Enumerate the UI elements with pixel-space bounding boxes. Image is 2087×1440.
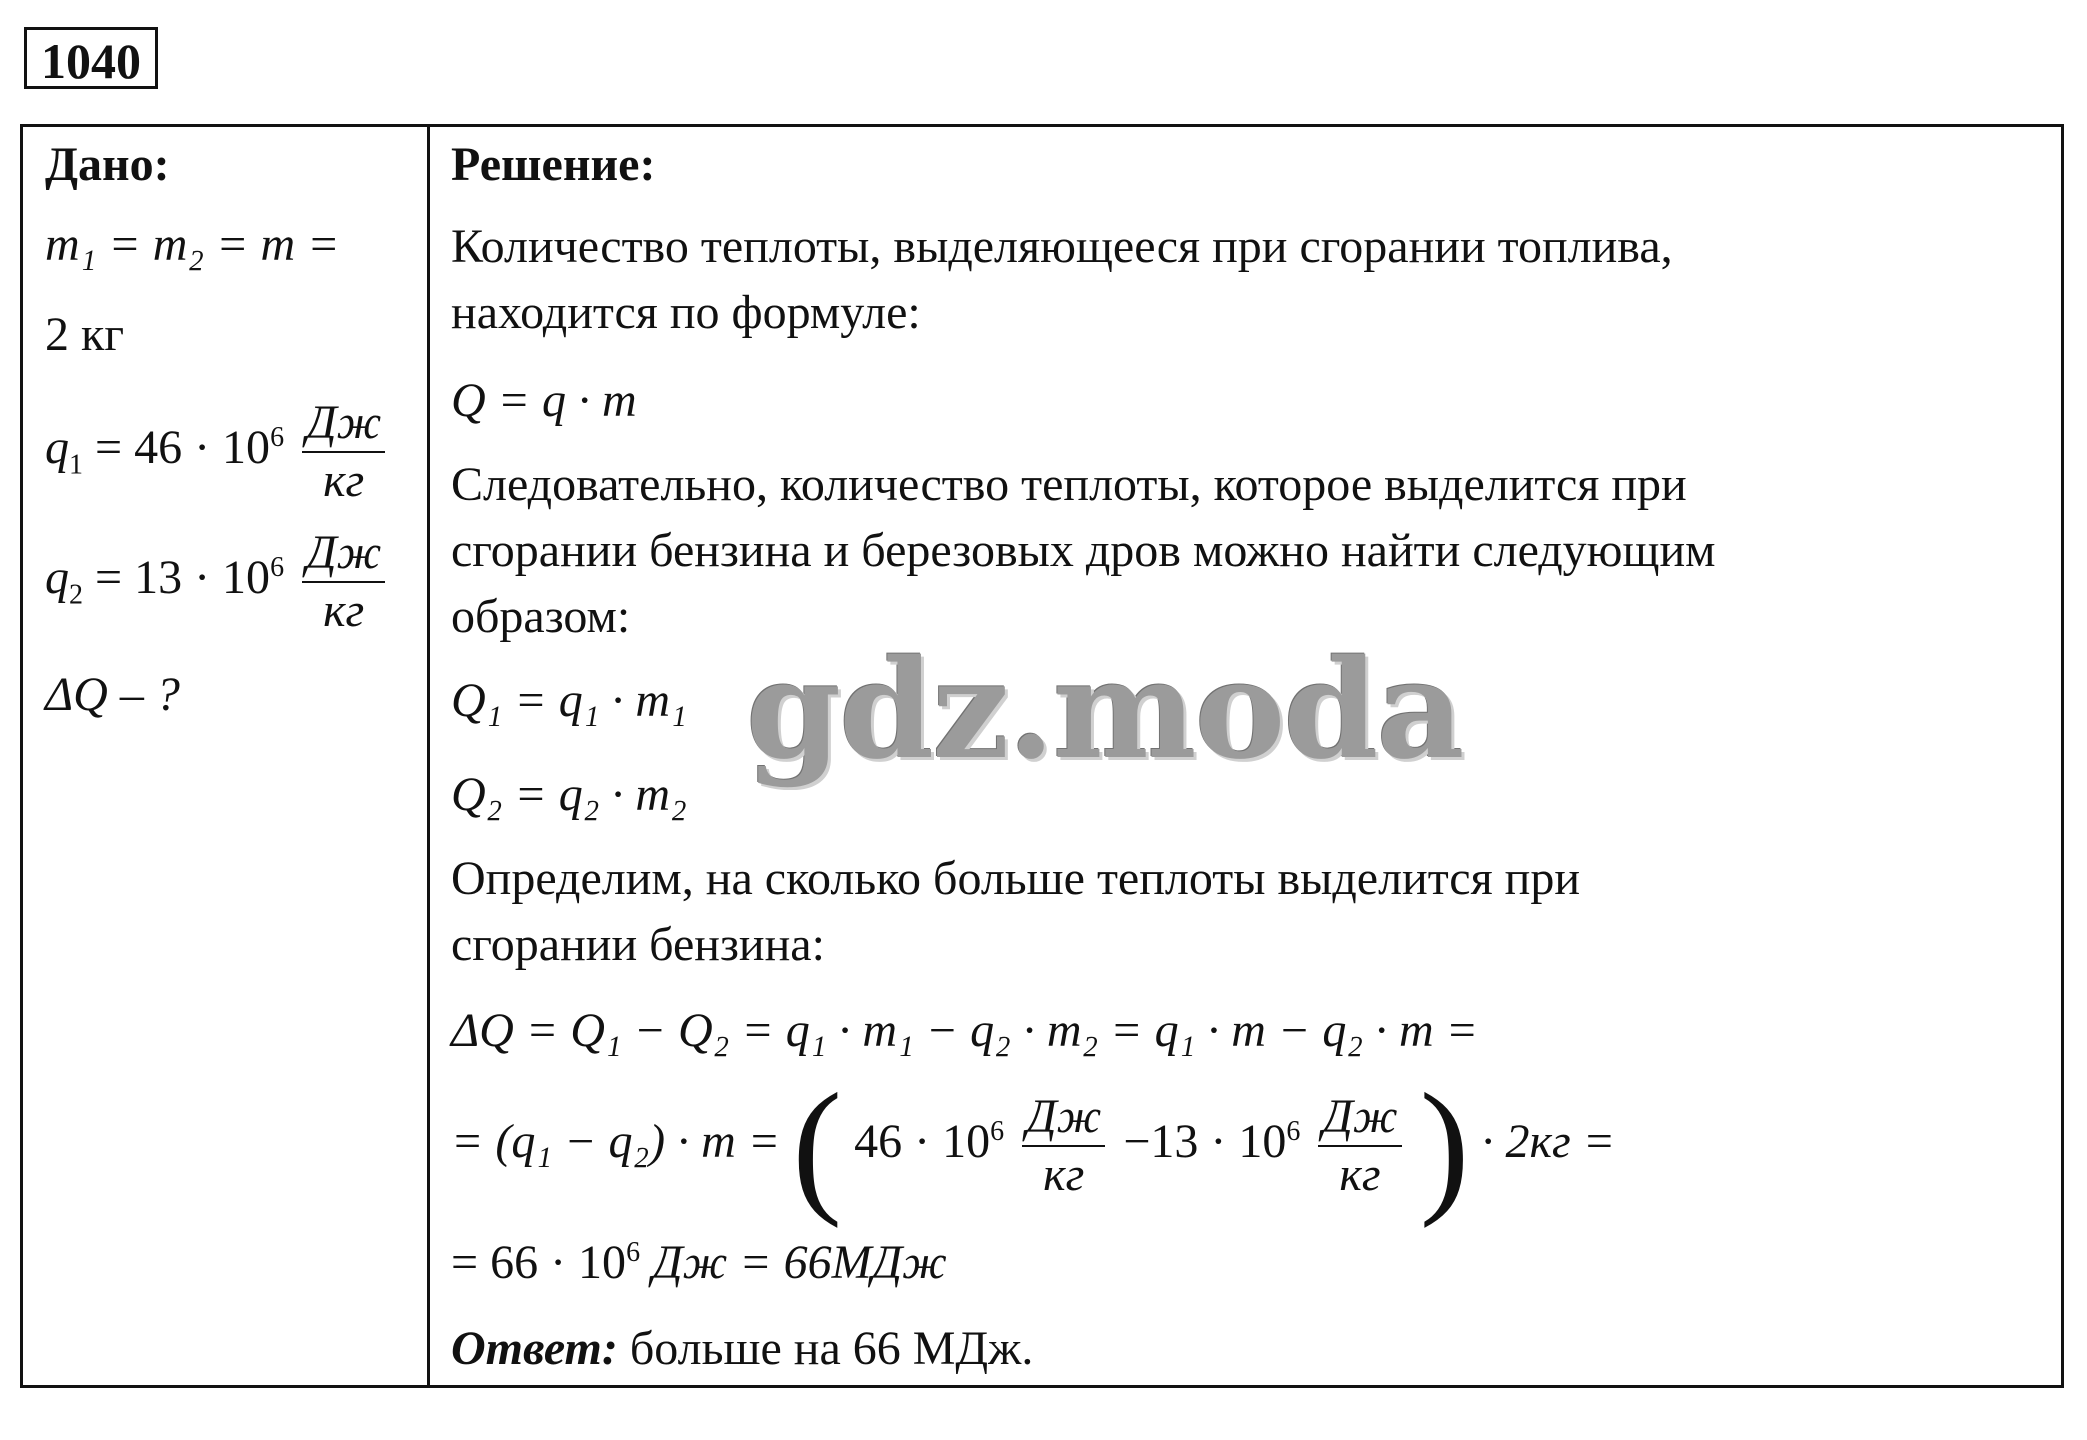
formula-calc-unit-b	[1318, 1089, 1401, 1203]
given-q2-exp: 6	[270, 552, 285, 584]
unit-denominator: кг	[323, 454, 365, 507]
formula-result-exp: 6	[626, 1237, 641, 1268]
formula-result	[451, 1235, 947, 1290]
unit-denominator: кг	[1043, 1148, 1085, 1201]
formula-calc-b: −13 · 10	[1123, 1115, 1287, 1169]
watermark-logo: gdz.moda	[746, 630, 1463, 790]
given-q1-unit	[302, 395, 385, 509]
formula-calc-a: 46 · 10	[854, 1115, 991, 1169]
formula-calc-unit-a	[1022, 1089, 1105, 1203]
solution-text-2: находится по формуле:	[451, 286, 921, 339]
problem-number: 1040	[24, 27, 158, 89]
given-q2-value: = 13 · 10	[95, 551, 271, 605]
given-q2-unit	[302, 525, 385, 639]
solution-text-1: Количество теплоты, выделяющееся при сгорании топлива,	[451, 220, 1673, 273]
given-q1-value: = 46 · 10	[95, 421, 271, 475]
formula-calc-left: = (q₁ − q₂) · m =	[451, 1115, 781, 1169]
solution-text-4: сгорании бензина и березовых дров можно найти следующим	[451, 524, 1716, 577]
formula-calc-end: · 2кг =	[1481, 1115, 1616, 1169]
unit-denominator: кг	[323, 584, 365, 637]
formula-q: Q = q · m	[451, 374, 637, 427]
formula-q1: Q₁ = q₁ · m₁	[451, 674, 687, 727]
unit-denominator: кг	[1339, 1148, 1381, 1201]
formula-result-end: Дж = 66МДж	[652, 1236, 947, 1289]
given-mass-value: 2 кг	[45, 308, 125, 361]
solution-text-5: образом:	[451, 590, 631, 643]
formula-calc: = (q₁ − q₂) · m = ( $46 \cdot 10^6$ $\frac{Дж}{кг}$ $-13 \cdot 10^6$ $\frac{Дж}{кг}$ ) · 2кг =	[451, 1063, 1616, 1229]
answer-line	[451, 1321, 1033, 1376]
unit-numerator: Дж	[1318, 1089, 1401, 1147]
solution-text-7: сгорании бензина:	[451, 918, 825, 971]
given-mass-line: m₁ = m₂ = m =	[45, 218, 340, 271]
unit-numerator: Дж	[1022, 1089, 1105, 1147]
solution-heading: Решение:	[451, 138, 656, 191]
answer-label: Ответ:	[451, 1322, 618, 1375]
solution-text-6: Определим, на сколько больше теплоты выделится при	[451, 852, 1581, 905]
given-q2: $q_2 = 13 \cdot 10^6$ $\frac{Дж}{кг}$	[45, 525, 391, 639]
given-find: ΔQ – ?	[45, 668, 180, 721]
formula-calc-b-exp: 6	[1286, 1116, 1301, 1148]
formula-delta-q: ΔQ = Q₁ − Q₂ = q₁ · m₁ − q₂ · m₂ = q₁ · m − q₂ · m =	[451, 1004, 1479, 1057]
given-heading: Дано:	[45, 138, 170, 191]
solution-text-3: Следовательно, количество теплоты, которое выделится при	[451, 458, 1687, 511]
formula-calc-a-exp: 6	[990, 1116, 1005, 1148]
given-q1: $q_1 = 46 \cdot 10^6$ $\frac{Дж}{кг}$	[45, 395, 391, 509]
answer-text: больше на 66 МДж.	[629, 1322, 1034, 1375]
column-divider	[427, 127, 430, 1385]
unit-numerator: Дж	[302, 525, 385, 583]
given-q1-exp: 6	[270, 422, 285, 454]
formula-q2: Q₂ = q₂ · m₂	[451, 768, 687, 821]
unit-numerator: Дж	[302, 395, 385, 453]
formula-result-a: = 66 · 10	[451, 1236, 627, 1289]
